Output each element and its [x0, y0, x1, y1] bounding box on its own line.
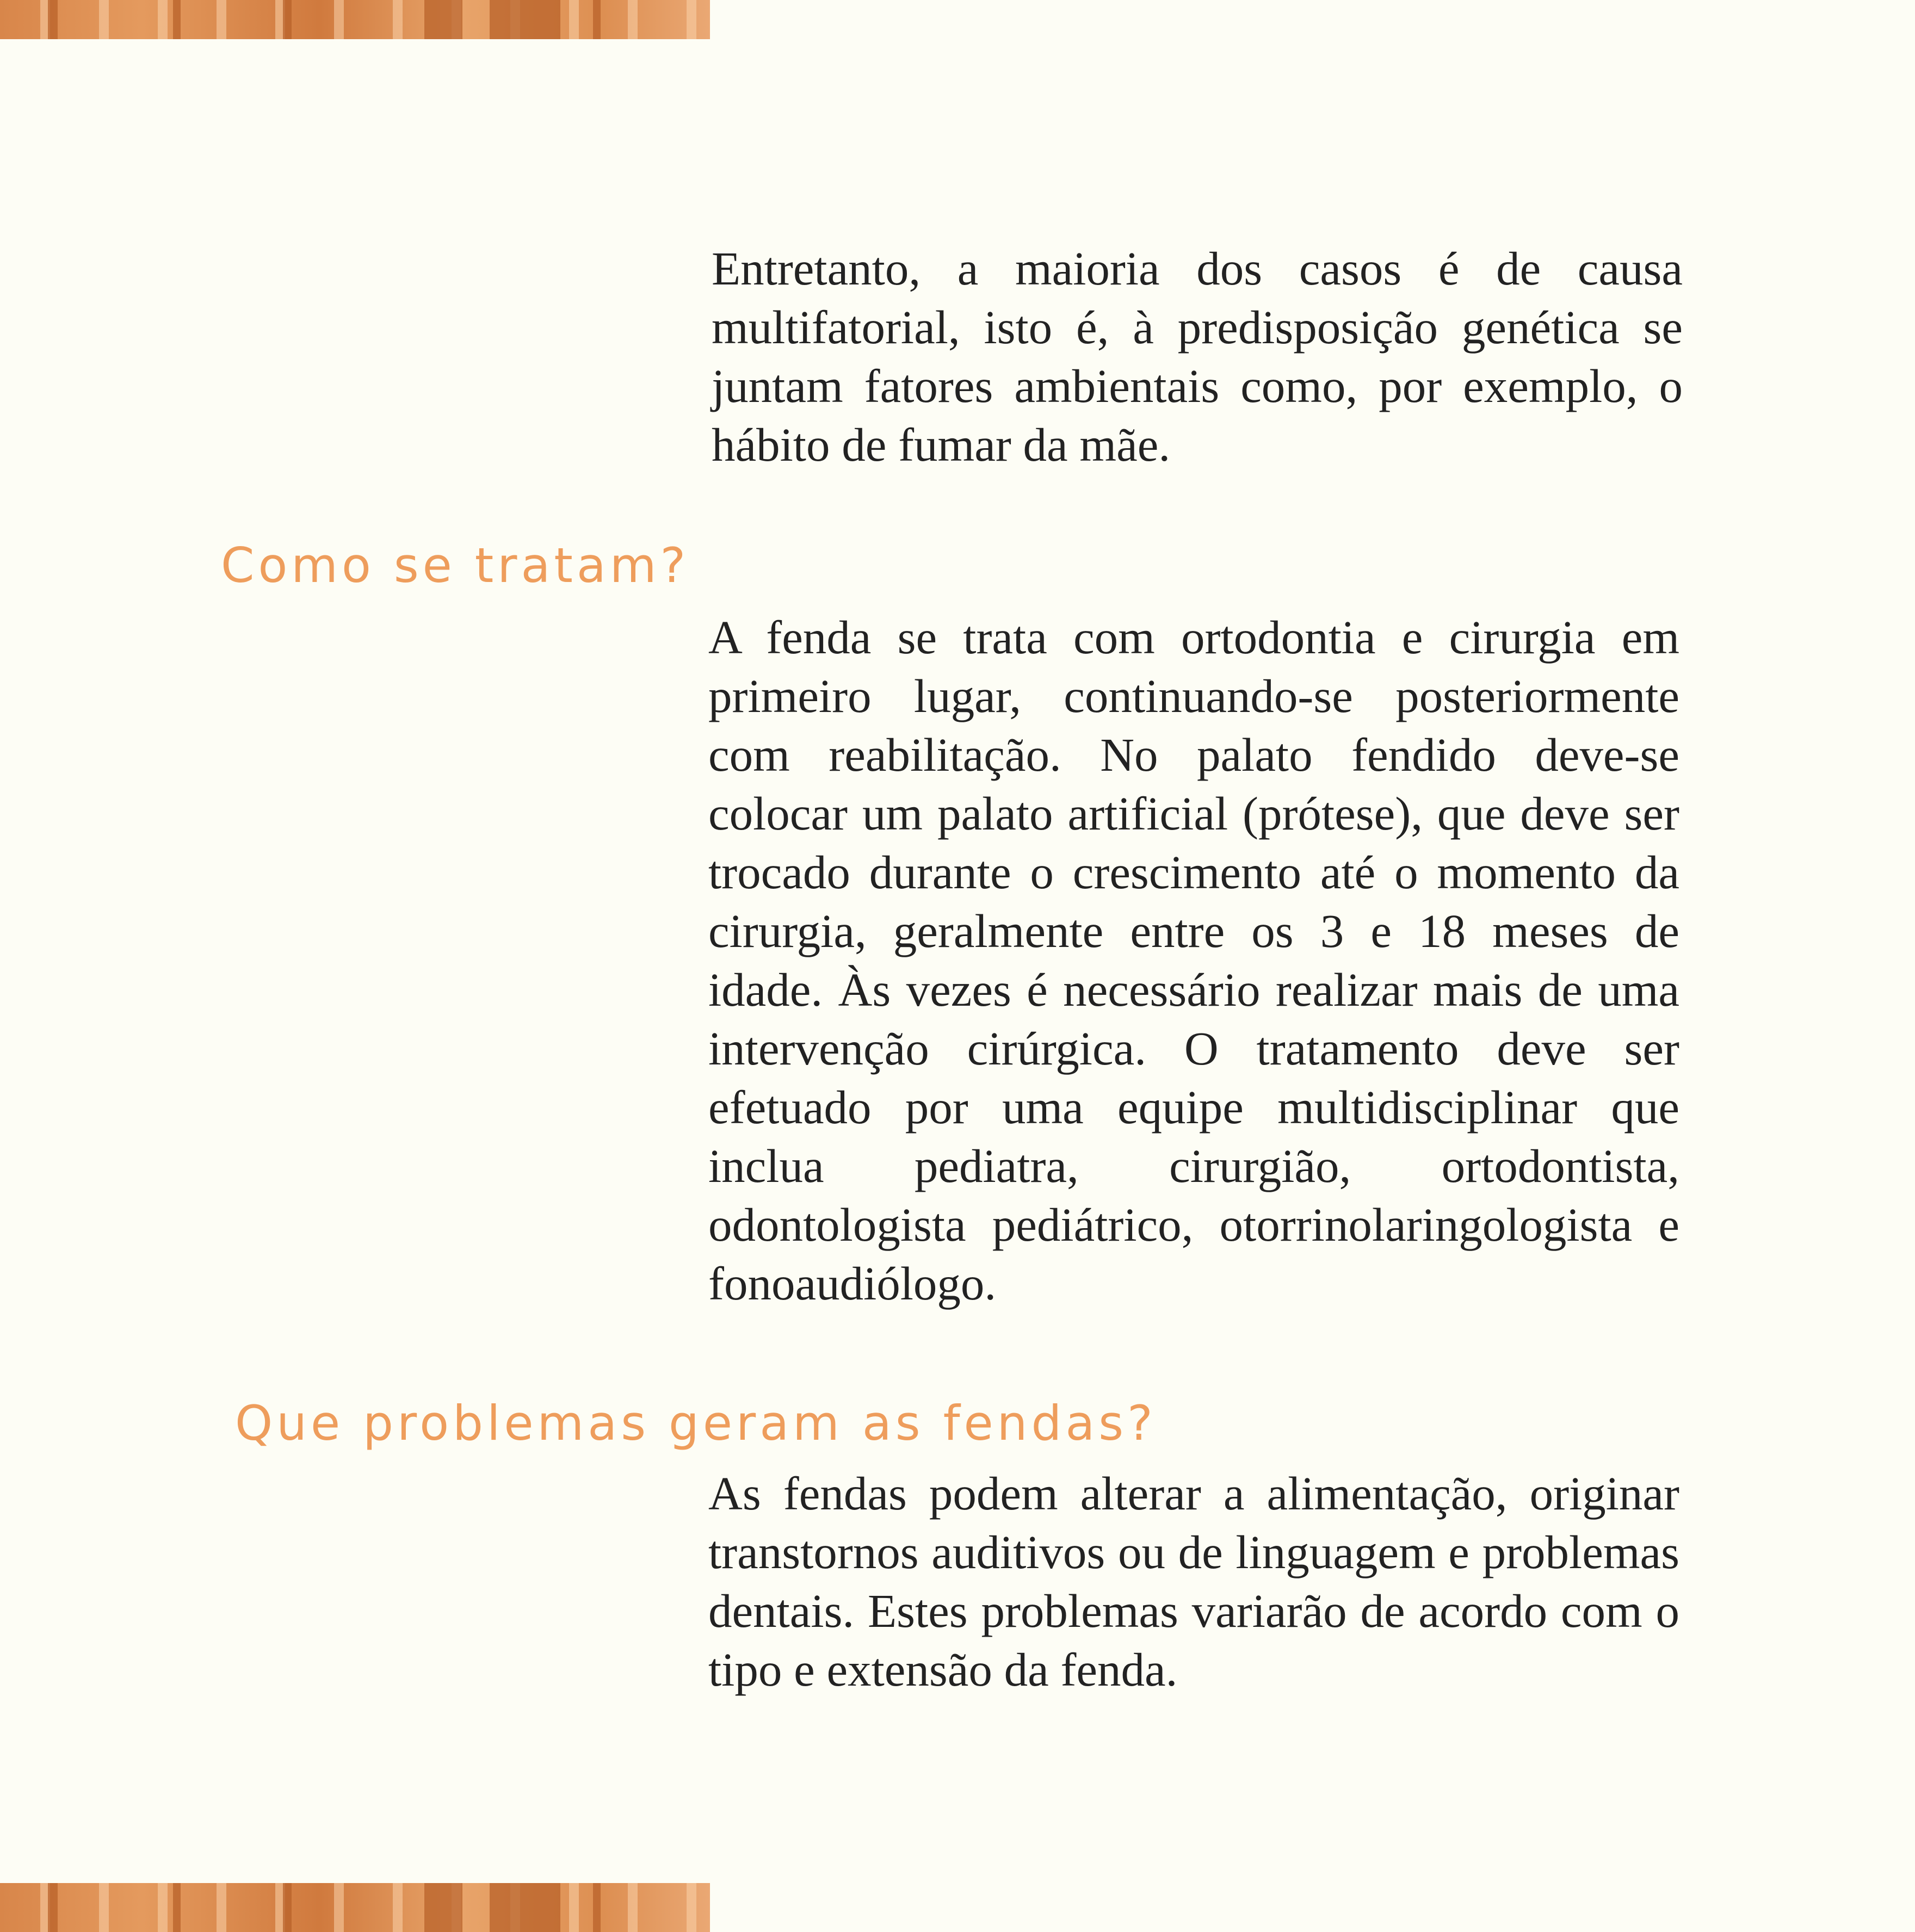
problems-paragraph: As fendas podem alterar a alimentação, originar transtornos auditivos ou de linguagem e problemas dentais. Estes problemas variarão de acordo com o tipo e extensão da fenda. [708, 1467, 1679, 1696]
band-stripe [490, 1883, 560, 1932]
band-stripe [424, 0, 462, 39]
band-stripe [283, 0, 292, 39]
band-stripe [173, 1883, 181, 1932]
band-stripe [283, 1883, 292, 1932]
band-stripe [593, 1883, 601, 1932]
band-stripe [48, 1883, 58, 1932]
band-stripe [48, 0, 58, 39]
band-stripe [424, 1883, 462, 1932]
band-stripe [490, 0, 560, 39]
section-heading-problems: Que problemas geram as fendas? [235, 1395, 1157, 1451]
band-stripe [173, 0, 181, 39]
bottom-decorative-band [0, 1883, 710, 1932]
top-decorative-band [0, 0, 710, 39]
section-heading-treatment: Como se tratam? [221, 537, 690, 593]
intro-paragraph: Entretanto, a maioria dos casos é de causa multifatorial, isto é, à predisposição genética se juntam fatores ambientais como, por exemplo, o hábito de fumar da mãe. [712, 242, 1683, 471]
band-stripe [593, 0, 601, 39]
treatment-paragraph: A fenda se trata com ortodontia e cirurgia em primeiro lugar, continuando-se posteriormente com reabilitação. No palato fendido deve-se colocar um palato artificial (prótese), que deve ser trocado durante o crescimento até o momento da cirurgia, geralmente entre os 3 e 18 meses de idade. Às vezes é necessário realizar mais de uma intervenção cirúrgica. O tratamento deve ser efetuado por uma equipe multidisciplinar que inclua pediatra, cirurgião, ortodontista, odontologista pediátrico, otorrinolaringologista e fonoaudiólogo. [708, 611, 1679, 1310]
